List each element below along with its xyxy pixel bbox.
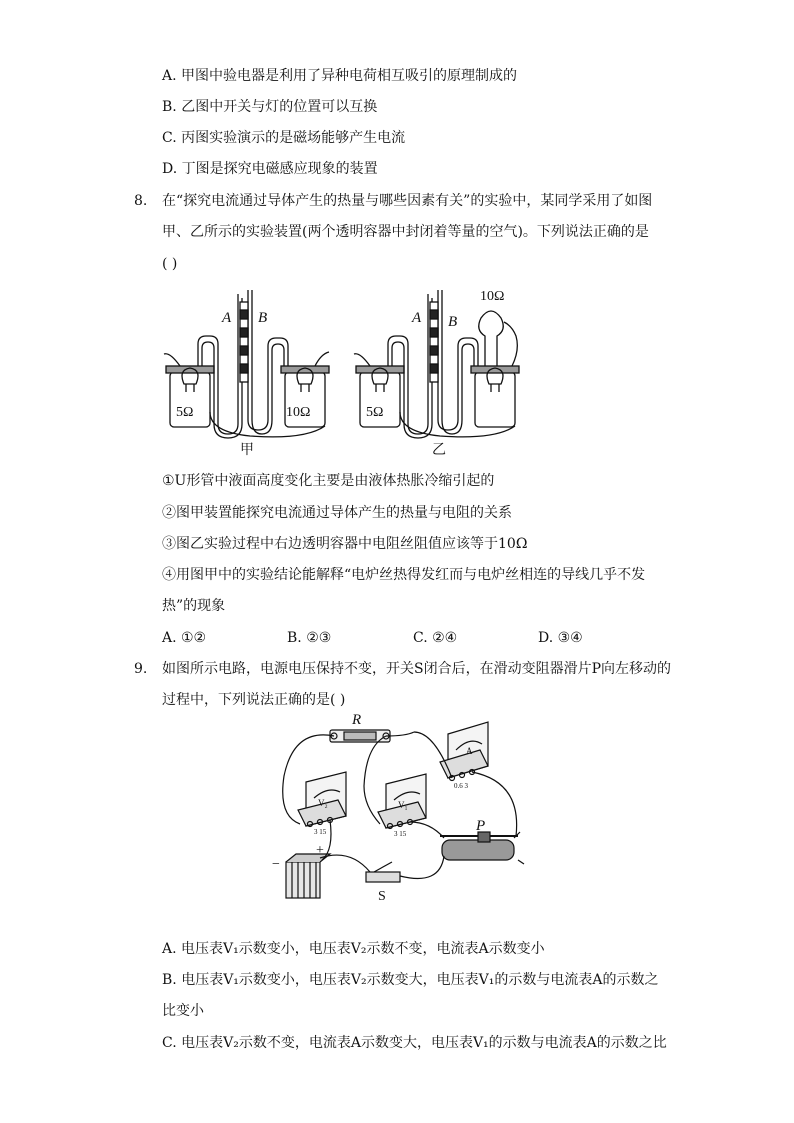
q8-number: 8. [134, 193, 148, 209]
q8-statement-4-line2: 热”的现象 [162, 598, 226, 614]
q8-option-a: A. ①② [162, 630, 207, 646]
q9-stem-line2: 过程中，下列说法正确的是( ) [162, 692, 346, 708]
q8-statement-2: ②图甲装置能探究电流通过导体产生的热量与电阻的关系 [162, 505, 512, 521]
label-plus: + [316, 843, 324, 858]
label-b-right: B [448, 314, 458, 330]
ammeter-scale: 0.6 3 [454, 782, 468, 790]
q9-option-c-line1: C. 电压表V₂示数不变，电流表A示数变大，电压表V₁的示数与电流表A的示数之比 [162, 1035, 667, 1051]
label-v2: V₂ [318, 798, 328, 808]
q8-option-c: C. ②④ [413, 630, 458, 646]
lid-left-a [166, 366, 214, 373]
q7-option-d: D. 丁图是探究电磁感应现象的装置 [162, 161, 378, 177]
caption-yi: 乙 [432, 443, 446, 458]
q7-option-b: B. 乙图中开关与灯的位置可以互换 [162, 99, 378, 115]
q7-option-a: A. 甲图中验电器是利用了异种电荷相互吸引的原理制成的 [162, 68, 518, 84]
q8-figure [150, 282, 530, 457]
caption-jia: 甲 [240, 443, 254, 458]
q8-stem-line2: 甲、乙所示的实验装置(两个透明容器中封闭着等量的空气)。下列说法正确的是 [162, 224, 649, 240]
battery [286, 862, 320, 898]
label-10ohm-left: 10Ω [286, 405, 311, 420]
q9-stem-line1: 如图所示电路，电源电压保持不变，开关S闭合后，在滑动变阻器滑片P向左移动的 [162, 661, 672, 677]
switch-s [366, 872, 400, 882]
q9-option-a: A. 电压表V₁示数变小，电压表V₂示数不变，电流表A示数变小 [162, 941, 545, 957]
q8-statement-4-line1: ④用图甲中的实验结论能解释“电炉丝热得发红而与电炉丝相连的导线几乎不发 [162, 567, 646, 583]
q9-circuit-figure [270, 712, 540, 907]
q9-number: 9. [134, 661, 148, 677]
label-a-meter: A [466, 746, 473, 756]
label-minus: − [272, 857, 280, 872]
q9-option-b-line1: B. 电压表V₁示数变小，电压表V₂示数变大，电压表V₁的示数与电流表A的示数之 [162, 972, 659, 988]
q9-option-b-line2: 比变小 [162, 1003, 204, 1019]
label-r: R [352, 712, 362, 728]
label-b-left: B [258, 310, 268, 326]
q8-statement-1: ①U形管中液面高度变化主要是由液体热胀冷缩引起的 [162, 473, 495, 489]
q8-statement-3: ③图乙实验过程中右边透明容器中电阻丝阻值应该等于10Ω [162, 536, 528, 552]
v2-scale: 3 15 [314, 828, 327, 836]
label-s: S [378, 889, 386, 904]
q8-option-b: B. ②③ [287, 630, 332, 646]
q8-stem-line1: 在“探究电流通过导体产生的热量与哪些因素有关”的实验中，某同学采用了如图 [162, 193, 653, 209]
v1-scale: 3 15 [394, 830, 407, 838]
label-p: P [476, 818, 486, 834]
label-a-left: A [222, 310, 232, 326]
label-5ohm-right: 5Ω [366, 405, 384, 420]
label-5ohm-left: 5Ω [176, 405, 194, 420]
rheostat [442, 840, 514, 860]
q7-option-c: C. 丙图实验演示的是磁场能够产生电流 [162, 130, 406, 146]
label-v1: V₁ [398, 800, 408, 810]
q8-option-d: D. ③④ [538, 630, 583, 646]
container-right-b [475, 372, 515, 427]
label-a-right: A [412, 310, 422, 326]
label-10ohm-right: 10Ω [480, 289, 505, 304]
q8-answer-blank: ( ) [162, 256, 178, 272]
